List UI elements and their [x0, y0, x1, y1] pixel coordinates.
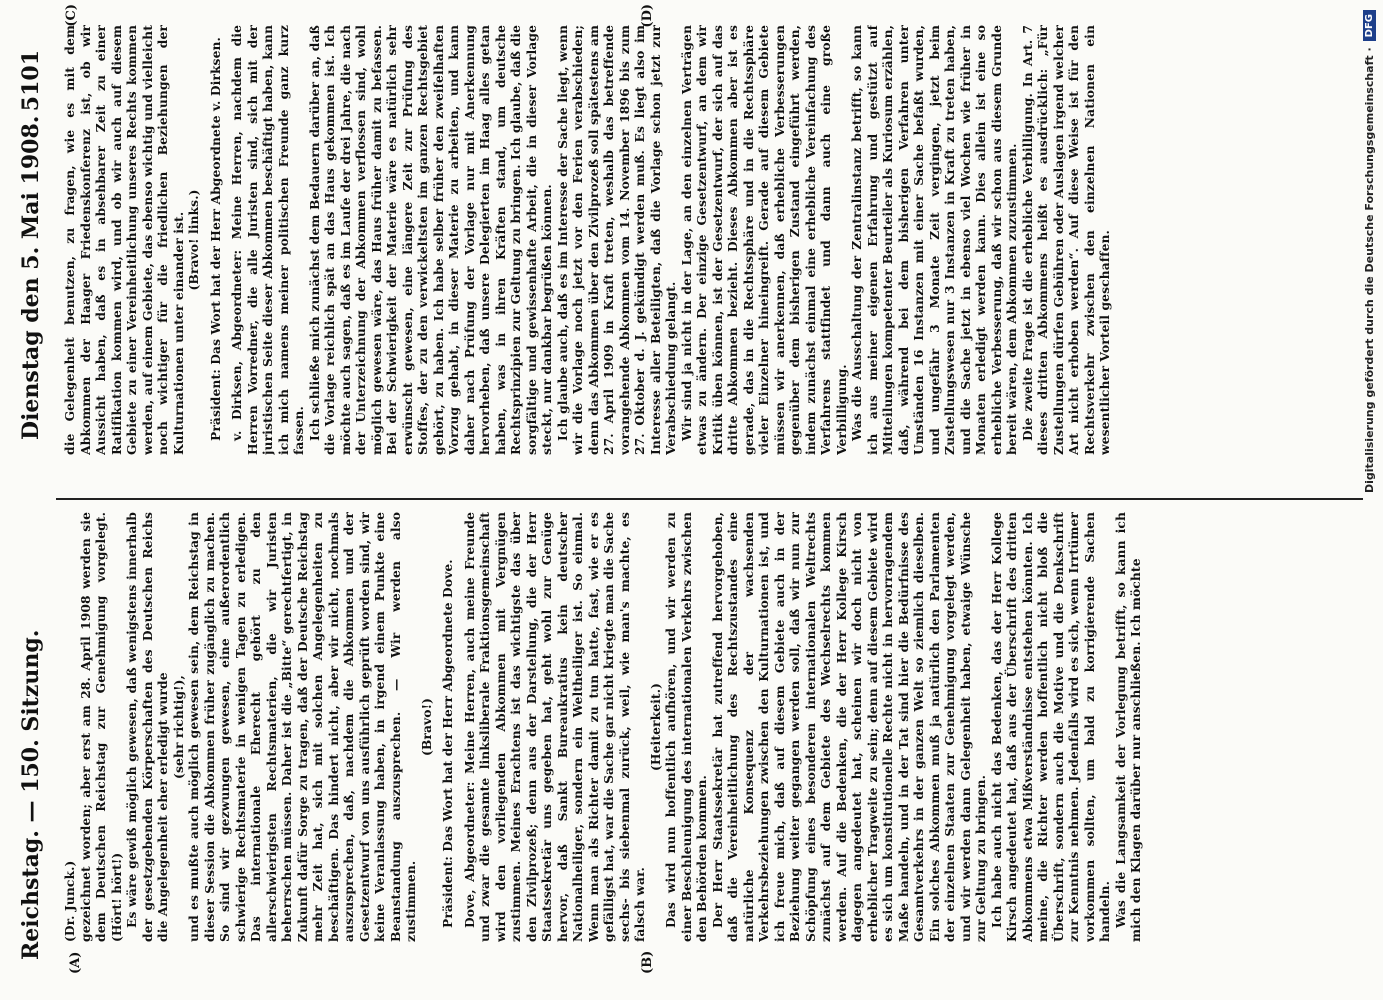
interjection: (Heiterkeit.) — [647, 683, 663, 772]
paragraph: Ich habe auch nicht das Bedenken, das der Herr Kollege Kirsch angedeutet hat, daß aus der Überschrift des dritten Abkommens etwa Mißverständnisse entstehen könnten. Ich meine, die Richter werden hoffentlich nicht bloß die Überschrift, sondern auch die Motive und die Denkschrift zur Kenntnis nehmen. Jedenfalls wird es sich, wenn Irrtümer vorkommen sollten, um bald zu korrigierende Sachen handeln. — [988, 512, 1112, 942]
page-number: 5101 — [18, 50, 44, 112]
paragraph: Ich glaube auch, daß es im Interesse der Sache liegt, wenn wir die Vorlage noch jetzt vor den Ferien verabschieden; denn das Abkommen über den Zivilprozeß soll spätestens am 27. April 1909 in Kraft treten, weshalb das betreffende vorangehende Abkommen vom 14. November 1896 bis zum 27. Oktober d. J. gekündigt werden muß. Es liegt also im Interesse aller Beteiligten, daß die Vorlage schon jetzt zur Verabschiedung gelangt. — [554, 25, 678, 455]
paragraph: Der Herr Staatssekretär hat zutreffend hervorgehoben, daß die Vereinheitlichung des Rechtszustandes eine natürliche Konsequenz der wachsenden Verkehrsbeziehungen zwischen den Kulturnationen ist, und ich freue mich, daß auf diesem Gebiete auch in der Beziehung weiter gegangen werden soll, daß wir nun zur Schöpfung eines besonderen internationalen Weltrechts zunächst auf dem Gebiete des Wechselrechts kommen werden. Auf die Bedenken, die der Herr Kollege Kirsch dagegen angedeutet hat, scheinen wir doch nicht von erheblicher Tragweite zu sein; denn auf diesem Gebiete wird es sich um konstitutionelle Rechte nicht in hervorragendem Maße handeln, und in der Tat sind hier die Bedürfnisse des Gesamtverkehrs in der ganzen Welt so ziemlich dieselben. Ein solches Abkommen muß ja natürlich den Parlamenten der einzelnen Staaten zur Genehmigung vorgelegt werden, und wir werden dann Gelegenheit haben, etwaige Wünsche zur Geltung zu bringen. — [709, 512, 988, 942]
president-line: Präsident: Das Wort hat der Herr Abgeordnete Dove. — [440, 559, 455, 928]
president-line: Präsident: Das Wort hat der Herr Abgeordnete v. Dirksen. — [207, 37, 223, 441]
margin-marker-a: (A) — [68, 951, 83, 974]
paragraph: Ich schließe mich zunächst dem Bedauern darüber an, daß die Vorlage reichlich spät an das Haus gekommen ist. Ich möchte auch sagen, daß es im Laufe der drei Jahre, die nach der Unterzeichnung der Abkommen verflossen sind, wohl möglich gewesen wäre, das Haus früher damit zu befassen. Bei der Schwierigkeit der Materie wäre es natürlich sehr erwünscht gewesen, eine längere Zeit zur Prüfung des Stoffes, der zu den verwickeltsten im ganzen Rechtsgebiet gehört, zu haben. Ich habe selber früher den zweifelhaften Vorzug gehabt, in dieser Materie zu arbeiten, und kann daher nach Prüfung der Vorlage nur mit Anerkennung hervorheben, daß unsere Delegierten im Haag alles getan haben, was in ihren Kräften stand, um deutsche Rechtsprinzipien zur Geltung zu bringen. Ich glaube, daß die sorgfältige und gewissenhafte Arbeit, die in dieser Vorlage steckt, nur dankbar begrüßen können. — [306, 25, 554, 455]
paragraph: gezeichnet worden; aber erst am 28. April 1908 werden sie dem Deutschen Reichstag zur Genehmigung vorgelegt. (Hört! hört!) — [77, 512, 124, 942]
interjection: (sehr richtig!), — [170, 675, 186, 779]
paragraph: Es wäre gewiß möglich gewesen, daß wenigstens innerhalb der gesetzgebenden Körperschaften des Deutschen Reichs die Angelegenheit eher erledigt wurde — [124, 512, 170, 942]
interjection: (Bravo!) — [418, 697, 434, 757]
running-header — [18, 40, 50, 960]
digitization-credit — [1356, 0, 1382, 1000]
column-right — [62, 25, 1363, 455]
margin-marker-b: (B) — [640, 950, 655, 974]
paragraph: Das wird nun hoffentlich aufhören, und wir werden zu einer Beschleunigung des internationalen Verkehrs zwischen den Behörden kommen. — [663, 512, 709, 942]
paragraph: Was die Langsamkeit der Vorlegung betrifft, so kann ich mich den Klagen darüber nur anschließen. Ich möchte — [1112, 512, 1143, 942]
margin-marker-d: (D) — [640, 4, 655, 28]
paragraph: v. Dirksen, Abgeordneter: Meine Herren, nachdem die Herren Vorredner, die alle Juristen sind, sich mit der juristischen Seite dieser Abkommen beschäftigt haben, kann ich mich namens meiner politischen Freunde ganz kurz fassen. — [229, 25, 306, 455]
credit-text: Digitalisierung gefördert durch die Deutsche Forschungsgemeinschaft · — [1362, 47, 1376, 494]
column-divider — [56, 498, 1363, 500]
header-session: Reichstag. — 150. Sitzung. — [18, 629, 44, 960]
speaker-tag: (Dr. Junck.) — [62, 860, 77, 942]
interjection: (Bravo! links.) — [186, 189, 201, 291]
header-date: Dienstag den 5. Mai 1908. — [18, 115, 44, 440]
paragraph: Die zweite Frage ist die erhebliche Verbilligung. In Art. 7 dieses dritten Abkommens heißt es ausdrücklich: „Für Zustellungen dürfen Gebühren oder Auslagen irgend welcher Art nicht erhoben werden“. Auf diese Weise ist für den Rechtsverkehr zwischen den einzelnen Nationen ein wesentlicher Vorteil geschaffen. — [1019, 25, 1112, 455]
paragraph: die Gelegenheit benutzen, zu fragen, wie es mit dem Abkommen der Haager Friedenskonferenz ist, ob wir Aussicht haben, daß es in absehbarer Zeit zu einer Ratifikation kommen wird, und ob wir auch auf diesem Gebiete zu einer Vereinheitlichung unseres Rechts kommen werden, auf einem Gebiete, das ebenso wichtig und vielleicht noch wichtiger für die friedlichen Beziehungen der Kulturnationen unter einander ist. — [62, 25, 186, 455]
dfg-logo: DFG — [1363, 10, 1376, 41]
margin-marker-c: (C) — [64, 4, 79, 27]
paragraph: Was die Ausschaltung der Zentralinstanz betrifft, so kann ich aus meiner eigenen Erfahrung und gestützt auf Mitteilungen kompetenter Beurteiler als Kuriosum erzählen, daß, während bei dem bisherigen Verfahren unter Umständen 16 Instanzen mit einer Sache befaßt wurden, und ungefähr 3 Monate Zeit vergingen, jetzt beim Zustellungswesen nur 3 Instanzen in Kraft zu treten haben, und die Sache jetzt in ebenso viel Wochen wie früher in Monaten erledigt werden kann. Dies allein ist eine so erhebliche Verbesserung, daß wir schon aus diesem Grunde bereit wären, dem Abkommen zuzustimmen. — [849, 25, 1019, 455]
paragraph: Wir sind ja nicht in der Lage, an den einzelnen Verträgen etwas zu ändern. Der einzige Gesetzentwurf, an dem wir Kritik üben können, ist der Gesetzentwurf, der sich auf das dritte Abkommen bezieht. Dieses Abkommen aber ist es gerade, das in die Rechtssphäre und in die Rechtssphäre vieler Einzelner hineingreift. Gerade auf diesem Gebiete müssen wir anerkennen, daß erhebliche Verbesserungen gegenüber dem bisherigen Zustand eingeführt werden, indem zunächst einmal eine erhebliche Vereinfachung des Verfahrens stattfindet und dann auch eine große Verbilligung. — [678, 25, 849, 455]
paragraph: Dove, Abgeordneter: Meine Herren, auch meine Freunde und zwar die gesamte linksliberale Fraktionsgemeinschaft wird den vorliegenden Abkommen mit Vergnügen zustimmen. Meines Erachtens ist das wichtigste das über den Zivilprozeß; denn aus der Darstellung, die der Herr Staatssekretär uns gegeben hat, geht wohl zur Genüge hervor, daß Sankt Bureaukratius kein deutscher Nationalheiliger, sondern ein Weltheiliger ist. So einmal. Wenn man als Richter damit zu tun hatte, fast, wie er es gefälligst hat, war die Sache gar nicht kriegte man die Sache sechs- bis siebenmal zurück, weil, wie man's machte, es falsch war. — [461, 512, 647, 942]
column-left — [62, 512, 1363, 942]
paragraph: und es mußte auch möglich gewesen sein, dem Reichstag in dieser Session die Abkommen früher zugänglich zu machen. So sind wir gezwungen gewesen, eine außerordentlich schwierige Rechtsmaterie in wenigen Tagen zu erledigen. Das internationale Eherecht gehört zu den allerschwierigsten Rechtsmaterien, die wir Juristen beherrschen müssen. Daher ist die „Bitte“ gerechtfertigt, in Zukunft dafür Sorge zu tragen, daß der Deutsche Reichstag mehr Zeit hat, sich mit solchen Angelegenheiten zu beschäftigen. Das hindert nicht, aber wir nicht, nochmals auszusprechen, daß, nachdem die Abkommen und der Gesetzentwurf von uns ausführlich geprüft worden sind, wir keine Veranlassung haben, in irgend einem Punkte eine Beanstandung auszusprechen. — Wir werden also zustimmen. — [186, 512, 418, 942]
